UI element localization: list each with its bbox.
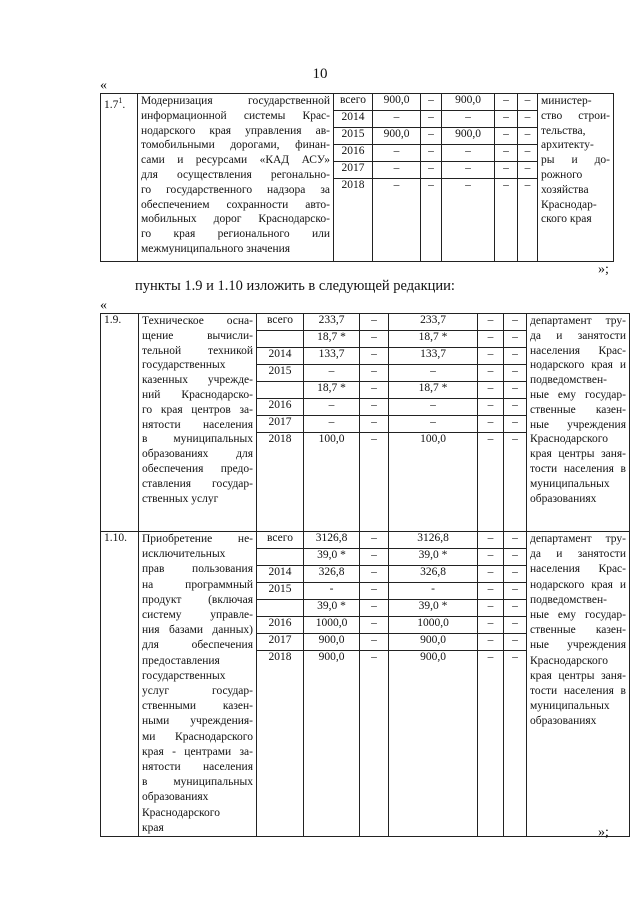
cell-c4: –: [495, 111, 518, 128]
cell-c4: –: [478, 399, 504, 416]
executor-line: хозяйства: [541, 183, 589, 196]
cell-c2: –: [360, 348, 389, 365]
cell-c4: –: [478, 549, 504, 566]
cell-year: [257, 600, 304, 617]
cell-c3: –: [389, 399, 478, 416]
cell-total: –: [373, 162, 421, 179]
cell-c5: –: [504, 331, 527, 348]
cell-total: 233,7: [304, 314, 360, 331]
table-row: [101, 314, 630, 331]
executor-line: да и занятости: [530, 329, 626, 342]
executor-line: края центры заня-: [530, 448, 626, 461]
description-line: ставления государ-: [142, 477, 253, 490]
item-description: [139, 532, 257, 837]
executor-line: ные ему государ-: [530, 609, 626, 622]
cell-c5: –: [504, 617, 527, 634]
cell-c3: 133,7: [389, 348, 478, 365]
item-description: [139, 314, 257, 532]
description-line: ния базами данных): [142, 624, 253, 637]
cell-c3: 18,7 *: [389, 331, 478, 348]
cell-c2: –: [360, 634, 389, 651]
cell-c5: –: [504, 314, 527, 331]
cell-c5: –: [504, 433, 527, 532]
cell-c5: –: [504, 549, 527, 566]
cell-year: [257, 382, 304, 399]
executor-line: рожного: [541, 168, 583, 181]
executor-line: ского края: [541, 213, 592, 226]
executor-line: ственные казен-: [530, 403, 626, 416]
description-line: в муниципальных: [142, 776, 253, 789]
cell-c3: 39,0 *: [389, 549, 478, 566]
description-line: обеспечением сохранности авто-: [141, 198, 330, 211]
cell-c4: –: [478, 651, 504, 837]
cell-c4: –: [495, 145, 518, 162]
cell-c3: 39,0 *: [389, 600, 478, 617]
cell-c2: –: [421, 162, 442, 179]
cell-year: всего: [257, 532, 304, 549]
description-line: Техническое осна-: [142, 315, 253, 327]
description-line: Приобретение не-: [142, 533, 253, 545]
cell-total: –: [304, 399, 360, 416]
cell-year: [257, 331, 304, 348]
cell-c5: –: [504, 583, 527, 600]
cell-c2: –: [360, 617, 389, 634]
cell-c3: –: [442, 162, 495, 179]
cell-c3: 233,7: [389, 314, 478, 331]
executor-line: ные ему государ-: [530, 388, 626, 401]
description-line: на программный: [142, 578, 253, 591]
cell-c2: –: [421, 94, 442, 111]
cell-c2: –: [360, 399, 389, 416]
cell-total: 1000,0: [304, 617, 360, 634]
page-number: 10: [312, 66, 328, 82]
description-line: государственных: [142, 669, 226, 682]
cell-c2: –: [360, 583, 389, 600]
executor-line: населения Крас-: [530, 563, 626, 576]
executor: [527, 314, 630, 532]
item-number: [101, 94, 138, 262]
cell-c5: –: [504, 600, 527, 617]
cell-c3: –: [389, 365, 478, 382]
cell-total: 900,0: [373, 128, 421, 145]
description-line: го края регионального или: [141, 228, 330, 241]
cell-c4: –: [478, 416, 504, 433]
cell-c5: –: [504, 399, 527, 416]
cell-total: 900,0: [304, 651, 360, 837]
cell-c4: –: [478, 382, 504, 399]
executor-line: населения Крас-: [530, 344, 626, 357]
description-line: казенных учрежде-: [142, 374, 253, 387]
cell-total: 100,0: [304, 433, 360, 532]
executor-line: департамент тру-: [530, 315, 626, 327]
executor-line: нодарского края и: [530, 359, 626, 372]
cell-c2: –: [360, 331, 389, 348]
cell-c5: –: [518, 179, 538, 262]
executor-line: тости населения в: [530, 685, 626, 698]
cell-c5: –: [504, 651, 527, 837]
description-line: ми Краснодарского: [142, 730, 253, 743]
description-line: края - центрами за-: [142, 745, 253, 758]
cell-total: –: [373, 145, 421, 162]
cell-year: 2015: [334, 128, 373, 145]
executor-line: ры и до-: [541, 154, 610, 167]
cell-year: 2016: [257, 617, 304, 634]
cell-c5: –: [518, 128, 538, 145]
description-line: для осуществления регонально-: [141, 168, 330, 181]
description-line: Модернизация государственной: [141, 95, 330, 107]
cell-c2: –: [360, 416, 389, 433]
description-line: образованиях: [142, 791, 209, 804]
description-line: предоставления: [142, 654, 220, 667]
cell-c4: –: [495, 128, 518, 145]
item-number-dot: .: [122, 98, 126, 111]
cell-c2: –: [360, 382, 389, 399]
executor-line: края центры заня-: [530, 669, 626, 682]
description-line: мобильных дорог Краснодарско-: [141, 213, 330, 226]
cell-total: –: [304, 365, 360, 382]
open-quote-2: «: [100, 298, 107, 313]
description-line: образованиях для: [142, 448, 253, 461]
description-line: информационной системы Крас-: [141, 109, 330, 122]
cell-total: –: [373, 111, 421, 128]
cell-c2: –: [421, 128, 442, 145]
cell-c3: –: [442, 179, 495, 262]
description-line: го края центров за-: [142, 403, 253, 416]
item-number-base: 1.7: [104, 98, 119, 111]
cell-year: 2018: [334, 179, 373, 262]
cell-c3: 1000,0: [389, 617, 478, 634]
cell-c2: –: [360, 365, 389, 382]
cell-total: –: [304, 416, 360, 433]
cell-c3: 900,0: [389, 651, 478, 837]
description-line: нодарского края управления ав-: [141, 124, 330, 137]
description-line: щение вычисли-: [142, 329, 253, 342]
cell-c2: –: [421, 111, 442, 128]
executor-line: Краснодарского: [530, 654, 608, 667]
cell-year: всего: [334, 94, 373, 111]
cell-total: 18,7 *: [304, 382, 360, 399]
cell-year: 2017: [334, 162, 373, 179]
cell-c3: 900,0: [442, 128, 495, 145]
cell-year: 2018: [257, 433, 304, 532]
cell-c4: –: [478, 600, 504, 617]
executor: [538, 94, 614, 262]
cell-c4: –: [478, 314, 504, 331]
cell-c2: –: [360, 651, 389, 837]
executor-line: Краснодарского: [530, 433, 608, 446]
cell-c2: –: [360, 600, 389, 617]
description-line: сами и ресурсами «КАД АСУ»: [141, 154, 330, 167]
cell-total: 326,8: [304, 566, 360, 583]
description-line: ственных услуг: [142, 492, 219, 505]
cell-year: 2016: [257, 399, 304, 416]
cell-c5: –: [518, 111, 538, 128]
item-number: 1.10.: [101, 532, 139, 837]
description-line: Краснодарского: [142, 806, 220, 819]
executor-line: Краснодар-: [541, 198, 597, 211]
description-line: межмуниципального значения: [141, 242, 291, 255]
cell-total: 133,7: [304, 348, 360, 365]
cell-c5: –: [504, 566, 527, 583]
table-rows-1-9-1-10: [100, 313, 630, 837]
executor-line: нодарского края и: [530, 578, 626, 591]
cell-total: 3126,8: [304, 532, 360, 549]
description-line: нятости населения: [142, 761, 253, 774]
executor-line: подведомствен-: [530, 593, 607, 606]
executor: [527, 532, 630, 837]
cell-year: 2014: [334, 111, 373, 128]
executor-line: тости населения в: [530, 462, 626, 475]
cell-c4: –: [478, 566, 504, 583]
cell-c5: –: [518, 94, 538, 111]
cell-year: 2014: [257, 566, 304, 583]
cell-c3: –: [442, 145, 495, 162]
executor-line: подведомствен-: [530, 374, 607, 387]
cell-year: 2017: [257, 416, 304, 433]
close-quote-2: »;: [598, 825, 609, 840]
cell-c2: –: [360, 532, 389, 549]
description-line: го государственного надзора за: [141, 183, 330, 196]
description-line: продукт (включая: [142, 593, 253, 606]
cell-c3: –: [442, 111, 495, 128]
cell-c3: 900,0: [442, 94, 495, 111]
intro-text: пункты 1.9 и 1.10 изложить в следующей редакции:: [135, 278, 455, 294]
cell-c4: –: [478, 583, 504, 600]
cell-year: всего: [257, 314, 304, 331]
executor-line: министер-: [541, 95, 592, 107]
cell-c2: –: [360, 549, 389, 566]
cell-c5: –: [504, 532, 527, 549]
description-line: услуг государ-: [142, 685, 253, 698]
description-line: нятости населения: [142, 418, 253, 431]
cell-total: 900,0: [304, 634, 360, 651]
item-description: [138, 94, 334, 262]
close-quote-1: »;: [598, 262, 609, 277]
cell-total: 18,7 *: [304, 331, 360, 348]
executor-line: департамент тру-: [530, 533, 626, 545]
cell-c2: –: [360, 314, 389, 331]
executor-line: образованиях: [530, 715, 597, 728]
cell-c5: –: [504, 416, 527, 433]
cell-c4: –: [478, 331, 504, 348]
cell-total: 39,0 *: [304, 549, 360, 566]
table-row: [101, 94, 614, 111]
cell-year: 2014: [257, 348, 304, 365]
cell-year: 2015: [257, 365, 304, 382]
executor-line: тельства,: [541, 124, 586, 137]
description-line: государственных: [142, 359, 226, 372]
cell-c4: –: [495, 179, 518, 262]
cell-total: –: [373, 179, 421, 262]
cell-c4: –: [478, 365, 504, 382]
executor-line: муниципальных: [530, 700, 610, 713]
executor-line: ные учреждения: [530, 639, 626, 652]
cell-total: 39,0 *: [304, 600, 360, 617]
cell-c4: –: [495, 162, 518, 179]
description-line: ственными казен-: [142, 700, 253, 713]
cell-c3: 18,7 *: [389, 382, 478, 399]
description-line: ными учреждения-: [142, 715, 253, 728]
cell-total: -: [304, 583, 360, 600]
description-line: обеспечения предо-: [142, 462, 253, 475]
cell-c3: 900,0: [389, 634, 478, 651]
executor-line: ственные казен-: [530, 624, 626, 637]
executor-line: ные учреждения: [530, 418, 626, 431]
cell-c4: –: [478, 634, 504, 651]
executor-line: ство строи-: [541, 109, 610, 122]
cell-c5: –: [504, 634, 527, 651]
item-number: 1.9.: [101, 314, 139, 532]
cell-c4: –: [495, 94, 518, 111]
cell-c5: –: [518, 145, 538, 162]
description-line: ний Краснодарско-: [142, 388, 253, 401]
cell-c3: 3126,8: [389, 532, 478, 549]
cell-c4: –: [478, 532, 504, 549]
cell-c4: –: [478, 348, 504, 365]
description-line: томобильными дорогами, финан-: [141, 139, 330, 152]
cell-year: [257, 549, 304, 566]
cell-c5: –: [504, 382, 527, 399]
cell-c2: –: [421, 145, 442, 162]
open-quote: «: [100, 78, 107, 93]
cell-c2: –: [421, 179, 442, 262]
table-row: [101, 532, 630, 549]
cell-year: 2018: [257, 651, 304, 837]
executor-line: муниципальных: [530, 477, 610, 490]
cell-year: 2016: [334, 145, 373, 162]
description-line: в муниципальных: [142, 433, 253, 446]
description-line: для обеспечения: [142, 639, 253, 652]
description-line: края: [142, 821, 164, 834]
description-line: тельной техникой: [142, 344, 253, 357]
cell-c3: 326,8: [389, 566, 478, 583]
cell-c3: 100,0: [389, 433, 478, 532]
description-line: прав пользования: [142, 563, 253, 576]
table-row-1-7: [100, 93, 614, 262]
executor-line: архитекту-: [541, 139, 594, 152]
executor-line: образованиях: [530, 492, 597, 505]
description-line: систему управле-: [142, 609, 253, 622]
cell-c5: –: [518, 162, 538, 179]
cell-c3: –: [389, 416, 478, 433]
cell-year: 2017: [257, 634, 304, 651]
cell-year: 2015: [257, 583, 304, 600]
executor-line: да и занятости: [530, 548, 626, 561]
item-number-superscript: 1: [118, 96, 123, 105]
cell-c3: -: [389, 583, 478, 600]
cell-c5: –: [504, 348, 527, 365]
cell-c2: –: [360, 433, 389, 532]
cell-c2: –: [360, 566, 389, 583]
cell-c4: –: [478, 433, 504, 532]
description-line: исключительных: [142, 548, 226, 561]
cell-c4: –: [478, 617, 504, 634]
cell-total: 900,0: [373, 94, 421, 111]
cell-c5: –: [504, 365, 527, 382]
